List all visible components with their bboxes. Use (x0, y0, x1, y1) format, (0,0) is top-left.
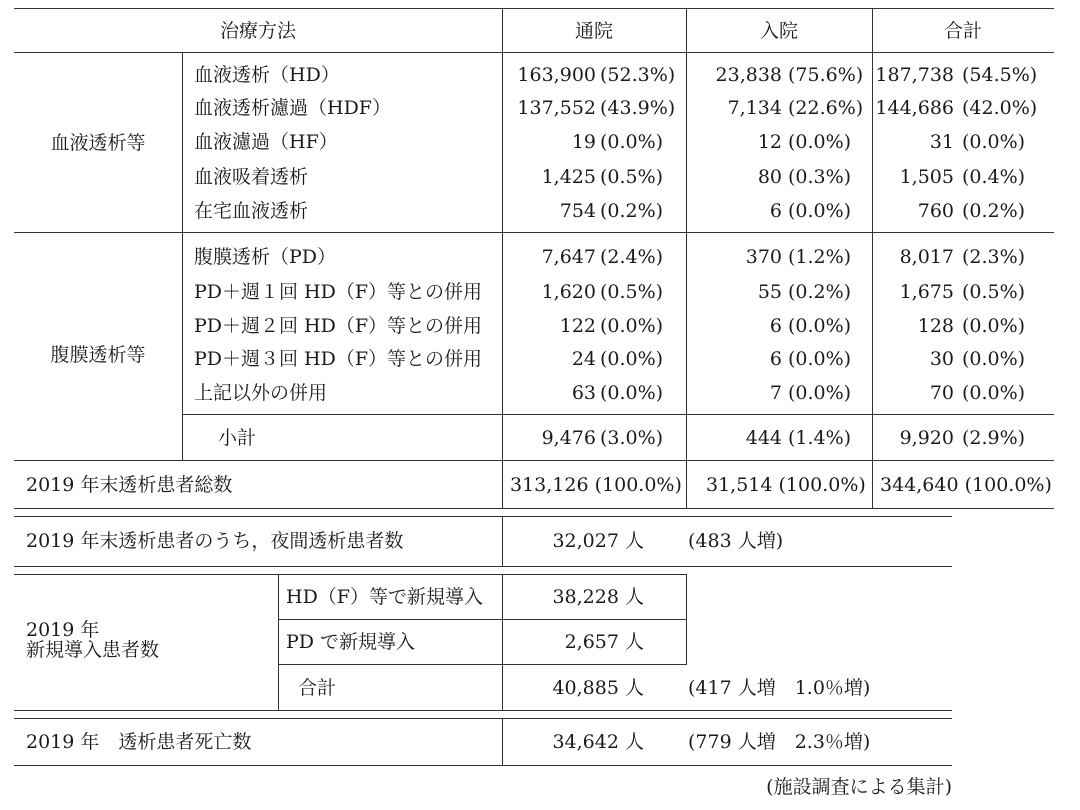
inpatient-count: 55 (757, 281, 782, 303)
night-bottom-rule (14, 566, 952, 567)
outpatient-percent: (43.9%) (600, 97, 676, 119)
total-count: 187,738 (875, 64, 954, 86)
header-outpatient: 通院 (574, 20, 613, 42)
table-top-rule (14, 8, 1054, 9)
source-footnote: (施設調査による集計) (766, 776, 952, 798)
total-patients-label: 2019 年末透析患者総数 (26, 474, 233, 496)
deaths-note: (779 人増 2.3％増) (688, 731, 871, 753)
header-method: 治療方法 (219, 20, 296, 42)
inpatient-percent: (0.0%) (788, 382, 852, 404)
total-count: 9,920 (899, 427, 954, 449)
row-label: 血液吸着透析 (194, 166, 309, 188)
total-count: 760 (917, 200, 954, 222)
total-percent: (2.9%) (962, 427, 1026, 449)
inpatient-percent: (22.6%) (788, 97, 864, 119)
outpatient-count: 9,476 (541, 427, 596, 449)
outpatient-percent: (0.2%) (600, 200, 664, 222)
new-row-value: 38,228 人 (552, 586, 644, 608)
total-top-rule (14, 460, 1054, 461)
inpatient-count: 7 (769, 382, 782, 404)
outpatient-count: 754 (559, 200, 596, 222)
outpatient-percent: (52.3%) (600, 64, 676, 86)
outpatient-count: 7,647 (541, 246, 596, 268)
row-label: 血液透析濾過（HDF） (194, 97, 391, 119)
total-percent: (0.5%) (962, 281, 1026, 303)
inpatient-percent: (0.0%) (788, 315, 852, 337)
total-outpatient: 313,126 (100.0%) (510, 474, 682, 496)
outpatient-count: 1,620 (541, 281, 596, 303)
row-label: 血液濾過（HF） (194, 131, 338, 153)
new-row-label: HD（F）等で新規導入 (286, 586, 483, 608)
new-right-col-rule (686, 574, 687, 665)
outpatient-percent: (0.0%) (600, 348, 664, 370)
inpatient-percent: (0.0%) (788, 200, 852, 222)
inpatient-percent: (0.2%) (788, 281, 852, 303)
new-label-line1: 2019 年 (26, 619, 100, 641)
outpatient-percent: (0.0%) (600, 315, 664, 337)
col-rule-method (182, 52, 183, 460)
row-label: 在宅血液透析 (194, 200, 309, 222)
inpatient-count: 7,134 (727, 97, 782, 119)
deaths-label: 2019 年 透析患者死亡数 (26, 731, 252, 753)
new-label-line2: 新規導入患者数 (26, 639, 160, 661)
new-row-note: (417 人増 1.0％増) (688, 677, 871, 699)
inpatient-percent: (75.6%) (788, 64, 864, 86)
inpatient-percent: (0.3%) (788, 166, 852, 188)
outpatient-count: 137,552 (517, 97, 596, 119)
inpatient-percent: (0.0%) (788, 348, 852, 370)
inpatient-percent: (1.4%) (788, 427, 852, 449)
header-bottom-rule (14, 52, 1054, 53)
new-row-value: 40,885 人 (552, 677, 644, 699)
outpatient-count: 63 (571, 382, 596, 404)
row-label: PD＋週１回 HD（F）等との併用 (194, 281, 483, 303)
header-inpatient: 入院 (759, 20, 798, 42)
deaths-value: 34,642 人 (552, 731, 644, 753)
total-inpatient: 31,514 (100.0%) (706, 474, 866, 496)
row-label: PD＋週２回 HD（F）等との併用 (194, 315, 483, 337)
group-hemodialysis: 血液透析等 (50, 132, 146, 154)
outpatient-percent: (3.0%) (600, 427, 664, 449)
new-inner-rule-1 (278, 619, 686, 620)
night-top-rule (14, 516, 952, 517)
new-top-rule (14, 574, 686, 575)
night-label: 2019 年末透析患者のうち，夜間透析患者数 (26, 530, 404, 552)
total-bottom-rule (14, 508, 1054, 509)
death-bottom-rule (14, 765, 952, 766)
new-row-label: PD で新規導入 (286, 631, 416, 653)
new-row-label: 合計 (298, 677, 337, 699)
total-percent: (0.2%) (962, 200, 1026, 222)
header-total: 合計 (943, 20, 982, 42)
inpatient-count: 12 (757, 131, 782, 153)
outpatient-percent: (0.5%) (600, 281, 664, 303)
inpatient-count: 80 (757, 166, 782, 188)
subtotal-top-rule (182, 414, 1054, 415)
total-all: 344,640 (100.0%) (880, 474, 1052, 496)
row-label: 腹膜透析（PD） (194, 246, 337, 268)
outpatient-count: 19 (571, 131, 596, 153)
total-percent: (0.0%) (962, 382, 1026, 404)
inpatient-count: 6 (769, 348, 782, 370)
outpatient-percent: (0.0%) (600, 382, 664, 404)
inpatient-count: 6 (769, 200, 782, 222)
new-row-value: 2,657 人 (564, 631, 644, 653)
inpatient-count: 444 (745, 427, 782, 449)
inpatient-count: 6 (769, 315, 782, 337)
total-count: 128 (917, 315, 954, 337)
new-inner-rule-2 (278, 664, 686, 665)
inpatient-percent: (1.2%) (788, 246, 852, 268)
night-value: 32,027 人 (552, 530, 644, 552)
outpatient-percent: (2.4%) (600, 246, 664, 268)
row-label: 上記以外の併用 (194, 382, 328, 404)
total-count: 30 (929, 348, 954, 370)
death-top-rule (14, 718, 952, 719)
total-count: 1,505 (899, 166, 954, 188)
total-count: 31 (929, 131, 954, 153)
inpatient-count: 23,838 (715, 64, 782, 86)
total-percent: (42.0%) (962, 97, 1038, 119)
hemo-group-bottom-rule (14, 232, 1054, 233)
outpatient-count: 24 (571, 348, 596, 370)
total-count: 8,017 (899, 246, 954, 268)
total-percent: (2.3%) (962, 246, 1026, 268)
total-percent: (54.5%) (962, 64, 1038, 86)
total-percent: (0.0%) (962, 131, 1026, 153)
row-label: PD＋週３回 HD（F）等との併用 (194, 348, 483, 370)
total-count: 70 (929, 382, 954, 404)
total-count: 144,686 (875, 97, 954, 119)
outpatient-count: 122 (559, 315, 596, 337)
total-percent: (0.0%) (962, 315, 1026, 337)
group-peritoneal: 腹膜透析等 (50, 344, 146, 366)
row-label: 血液透析（HD） (194, 64, 340, 86)
inpatient-percent: (0.0%) (788, 131, 852, 153)
outpatient-percent: (0.0%) (600, 131, 664, 153)
new-label-col-rule (278, 574, 279, 710)
new-bottom-rule (14, 710, 952, 711)
total-percent: (0.4%) (962, 166, 1026, 188)
total-percent: (0.0%) (962, 348, 1026, 370)
outpatient-count: 1,425 (541, 166, 596, 188)
outpatient-count: 163,900 (517, 64, 596, 86)
inpatient-count: 370 (745, 246, 782, 268)
subtotal-label: 小計 (218, 427, 257, 449)
outpatient-percent: (0.5%) (600, 166, 664, 188)
total-count: 1,675 (899, 281, 954, 303)
night-note: (483 人増) (688, 530, 784, 552)
